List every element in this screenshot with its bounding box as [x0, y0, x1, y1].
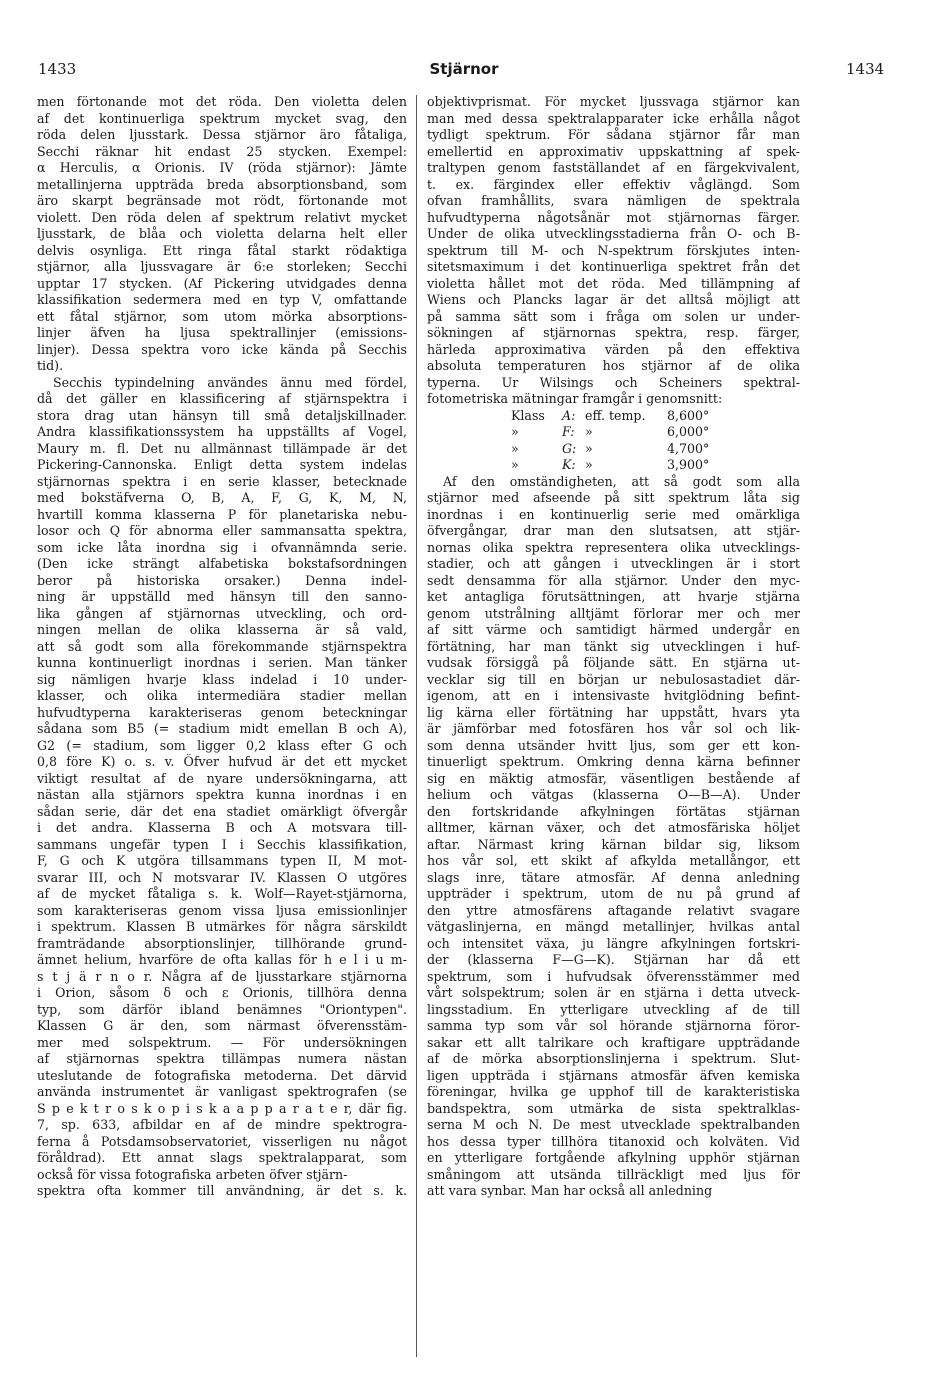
- text-line: som icke låta inordna sig i ofvannämnda serie.: [37, 539, 407, 555]
- text-line: Af den omständigheten, att så godt som alla: [443, 473, 800, 489]
- text-line: tid).: [37, 358, 64, 373]
- text-line: tydligt spektrum. För sådana stjärnor får man: [427, 127, 800, 142]
- text-line: och intensitet växa, ju längre afkylningen fortskri-: [427, 935, 800, 951]
- text-line: spektrum, som i hufvudsak öfverensstämmer med: [427, 968, 800, 984]
- text-line: öfvergångar, drar man den slutsatsen, att stjär-: [427, 523, 800, 538]
- text-line: linjer äfven ha ljusa spektrallinjer (emissions-: [37, 325, 407, 340]
- text-line: af det kontinuerliga spektrum mycket svag, den: [37, 110, 407, 126]
- temperature-value: 3,900°: [667, 457, 710, 472]
- text-line: den fortskridande afkylningen förtätas stjärnan: [427, 803, 800, 819]
- text-line: stjärnornas spektra i en serie klasser, betecknade: [37, 473, 407, 489]
- text-line: den yttre atmosfärens aftagande relativt svagare: [427, 902, 800, 918]
- text-line: spektrum till M- och N-spektrum förskjutes inten-: [427, 242, 800, 258]
- text-line: Secchi räknar hit endast 25 stycken. Exempel:: [37, 143, 407, 159]
- text-line: linjer). Dessa spektra voro icke kända på Secchis: [37, 341, 407, 357]
- text-line: F, G och K utgöra tillsammans typen II, M mot-: [37, 853, 407, 868]
- text-line: ofvan framhållits, svara nämligen de spektrala: [427, 193, 800, 208]
- text-line: 7, sp. 633, afbildar en af de mindre spektrogra-: [37, 1117, 407, 1132]
- text-line: traltypen genom fastställandet af en färgekvivalent,: [427, 160, 800, 175]
- temperature-cls: A:: [562, 407, 576, 423]
- temperature-row: [427, 424, 800, 441]
- text-line: genom utstrålning alltjämt förlorar mer och mer: [427, 605, 800, 621]
- text-line: då det gäller en klassificering af stjärnspektra i: [37, 391, 407, 406]
- text-line: delvis osynliga. Ett ringa fåtal starkt rödaktiga: [37, 242, 407, 258]
- text-line: ferna å Potsdamsobservatoriet, visserligen nu något: [37, 1133, 407, 1149]
- text-line: samma typ som vår sol hörande stjärnorna föror-: [427, 1018, 800, 1033]
- text-line: också för vissa fotografiska arbeten öfver stjärn-: [37, 1166, 348, 1182]
- text-line: hos vår sol, ett skikt af afkylda metallångor, ett: [427, 853, 800, 868]
- temperature-value: 6,000°: [667, 424, 710, 439]
- temperature-cls: K:: [562, 457, 576, 472]
- text-line: nästan alla stjärnors spektra kunna inordnas i en: [37, 787, 407, 802]
- text-line: ett fåtal stjärnor, som utom mörka absorptions-: [37, 308, 407, 324]
- left-column: [37, 94, 407, 1200]
- text-line: hos dessa typer tillhöra titanoxid och kolväten. Vid: [427, 1133, 800, 1149]
- text-line: typ, som därför ibland benämnes "Oriontypen".: [37, 1001, 407, 1017]
- text-line: vårt solspektrum; solen är en stjärna i detta utveck-: [427, 985, 800, 1000]
- temperature-prefix: »: [511, 424, 519, 439]
- running-title: Stjärnor: [429, 60, 499, 78]
- text-line: nornas olika spektra representera olika utvecklings-: [427, 539, 800, 555]
- text-line: typerna. Ur Wilsings och Scheiners spektral-: [427, 374, 800, 390]
- temperature-value: 4,700°: [667, 440, 710, 456]
- text-line: stora drag utan hänsyn till små detaljskillnader.: [37, 407, 407, 423]
- text-line: objektivprismat. För mycket ljussvaga stjärnor kan: [427, 94, 800, 109]
- text-line: ljusstark, de blåa och violetta delarna helt eller: [37, 226, 407, 241]
- text-line: ämnet helium, hvarföre de ofta kallas för h e l i u m-: [37, 952, 407, 967]
- text-line: s t j ä r n o r. Några af de ljusstarkare stjärnorna: [37, 968, 407, 984]
- text-line: lig kärna eller förtätning har uppstått, hvars yta: [427, 704, 800, 720]
- text-line: losor och Q för abnorma eller sammansatta spektra,: [37, 523, 407, 538]
- text-line: der (klasserna F—G—K). Stjärnan har då ett: [427, 952, 800, 967]
- text-line: Andra klassifikationssystem ha uppställts af Vogel,: [37, 424, 407, 439]
- text-line: som karakteriseras genom vissa ljusa emissionlinjer: [37, 902, 407, 918]
- text-line: metallinjerna uppträda breda absorptionsband, som: [37, 176, 407, 192]
- text-line: ket antagliga förutsättningen, att hvarje stjärna: [427, 589, 800, 604]
- text-line: att vara synbar. Man har också all anledning: [427, 1183, 713, 1198]
- text-line: i spektrum. Klassen B utmärkes för några särskildt: [37, 919, 407, 934]
- temperature-label: eff. temp.: [585, 407, 646, 423]
- text-line: beror på historiska orsaker.) Denna indel-: [37, 572, 407, 588]
- text-line: på samma sätt som i fråga om solen ur under-: [427, 308, 800, 324]
- text-line: vudsak försiggå på följande sätt. En stjärna ut-: [427, 655, 800, 670]
- text-line: i Orion, såsom δ och ε Orionis, tillhöra denna: [37, 985, 407, 1000]
- right-column: [427, 94, 800, 1200]
- text-line: absoluta temperaturen hos stjärnor af de olika: [427, 358, 800, 373]
- temperature-prefix: »: [511, 457, 519, 472]
- temperature-value: 8,600°: [667, 407, 710, 423]
- right-column-part-b: [427, 474, 800, 1200]
- text-line: Pickering-Cannonska. Enligt detta system indelas: [37, 457, 407, 472]
- text-line: stjärnor, alla ljussvagare är 6:e storleken; Secchi: [37, 259, 407, 274]
- text-line: helium och vätgas (klasserna O—B—A). Under: [427, 787, 800, 802]
- text-line: spektra ofta kommer till användning, är det s. k.: [37, 1183, 407, 1198]
- text-line: sedt densamma för alla stjärnor. Under den myc-: [427, 572, 800, 588]
- temperature-row: [427, 408, 800, 425]
- text-line: af de mörka absorptionslinjerna i spektrum. Slut-: [427, 1051, 800, 1066]
- text-line: sitetsmaximum i det kontinuerliga spektret från det: [427, 259, 800, 274]
- text-line: vecklar sig till en början ur nebulosastadiet där-: [427, 671, 800, 687]
- text-line: klasser, och olika intermediära stadier mellan: [37, 688, 407, 703]
- text-line: i det andra. Klasserna B och A motsvara till-: [37, 820, 407, 835]
- text-line: aftar. Närmast kring kärnan bildar sig, liksom: [427, 836, 800, 852]
- text-line: emellertid en approximativ uppskattning af spek-: [427, 143, 800, 159]
- text-line: ning är uppställd med hänsyn till den sanno-: [37, 589, 407, 604]
- text-line: inordnas i en kontinuerlig serie med omärkliga: [427, 506, 800, 522]
- text-line: t. ex. färgindex eller effektiv våglängd. Som: [427, 176, 800, 192]
- text-line: använda instrumentet är vanligast spektrografen (se: [37, 1084, 407, 1099]
- text-line: fotometriska mätningar framgår i genomsnitt:: [427, 391, 723, 406]
- page-number-right: 1434: [846, 60, 885, 78]
- text-line: sådan serie, där det ena stadiet omärkligt öfvergår: [37, 803, 407, 819]
- temperature-cls: G:: [562, 440, 577, 456]
- temperature-prefix: Klass: [511, 407, 545, 423]
- text-line: lika gången af stjärnornas utveckling, och ord-: [37, 605, 407, 621]
- temperature-row: [427, 457, 800, 474]
- page-header: [0, 60, 928, 82]
- text-line: med bokstäfverna O, B, A, F, G, K, M, N,: [37, 490, 407, 505]
- text-line: stadier, och att gången i utvecklingen är i stort: [427, 556, 800, 571]
- page-number-left: 1433: [38, 60, 77, 78]
- text-line: en ytterligare fortgående afkylning upphör stjärnan: [427, 1150, 800, 1165]
- text-line: stjärnor med afseende på sitt spektrum låta sig: [427, 490, 800, 505]
- text-line: men förtonande mot det röda. Den violetta delen: [37, 94, 407, 109]
- text-line: alltmer, kärnan växer, och det atmosfäriska höljet: [427, 820, 800, 835]
- text-line: viktigt resultat af de nyare undersökningarna, att: [37, 770, 407, 786]
- text-line: sakar ett allt talrikare och kraftigare uppträdande: [427, 1034, 800, 1050]
- text-line: kunna kontinuerligt inordnas i serien. Man tänker: [37, 655, 407, 670]
- text-line: förtätning, har man tänkt sig utvecklingen i huf-: [427, 638, 800, 654]
- text-line: igenom, att en i intensivaste hvitglödning befint-: [427, 688, 800, 703]
- text-line: Maury m. fl. Det nu allmännast tillämpade är det: [37, 440, 407, 456]
- text-line: af stjärnornas spektra tillämpas numera nästan: [37, 1051, 407, 1066]
- text-line: hvartill komma klasserna P för planetariska nebu-: [37, 506, 407, 522]
- text-line: sig nämligen hvarje klass indelad i 10 under-: [37, 671, 407, 687]
- temperature-cls: F:: [562, 424, 575, 439]
- text-line: vätgaslinjerna, en mängd metallinjer, hvilkas antal: [427, 919, 800, 934]
- text-line: man med dessa spektralapparater icke erhålla något: [427, 110, 800, 126]
- text-line: bandspektra, som utmärka de sista spektralklas-: [427, 1100, 800, 1116]
- text-line: är jämförbar med fotosfären hos vår sol och lik-: [427, 721, 800, 736]
- text-line: äro skarpt begränsade mot rödt, förtonande mot: [37, 193, 407, 208]
- temperature-label: »: [585, 424, 593, 439]
- text-line: svarar III, och N motsvarar IV. Klassen O utgöres: [37, 869, 407, 885]
- temperature-table: [427, 408, 800, 474]
- text-line: (Den icke strängt alfabetiska bokstafsordningen: [37, 556, 407, 571]
- text-line: att så godt som alla förekommande stjärnspektra: [37, 638, 407, 654]
- text-line: klassifikation sedermera med en typ V, omfattande: [37, 292, 407, 307]
- text-line: uteslutande de fotografiska metoderna. Det därvid: [37, 1067, 407, 1083]
- text-line: 0,8 före K) o. s. v. Öfver hufvud är det ett mycket: [37, 754, 407, 769]
- temperature-label: »: [585, 440, 593, 456]
- text-line: ningen mellan de olika klasserna är så vald,: [37, 622, 407, 637]
- text-line: röda delen ljusstark. Dessa stjärnor äro fåtaliga,: [37, 127, 407, 142]
- text-line: af de mycket fåtaliga s. k. Wolf—Rayet-stjärnorna,: [37, 886, 407, 901]
- text-line: hufvudtyperna någotsånär mot stjärnornas färger.: [427, 209, 800, 225]
- text-line: Secchis typindelning användes ännu med fördel,: [53, 374, 407, 390]
- text-line: lingsstadium. En ytterligare utveckling af de till: [427, 1001, 800, 1017]
- column-divider: [416, 95, 417, 1357]
- text-line: sådana som B5 (= stadium midt emellan B och A),: [37, 721, 407, 736]
- text-line: α Herculis, α Orionis. IV (röda stjärnor): Jämte: [37, 160, 407, 175]
- text-line: föreningar, hvilka ge upphof till de karakteristiska: [427, 1084, 800, 1099]
- text-line: uppträder i spektrum, utom de nu på grund af: [427, 886, 800, 901]
- text-line: Under de olika utvecklingsstadierna från O- och B-: [427, 226, 800, 241]
- text-line: G2 (= stadium, som ligger 0,2 klass efter G och: [37, 737, 407, 753]
- text-line: tinuerligt spektrum. Omkring denna kärna befinner: [427, 754, 800, 769]
- text-line: S p e k t r o s k o p i s k a a p p a r a t e r, där fig.: [37, 1100, 407, 1116]
- text-line: sig en mäktig atmosfär, väsentligen bestående af: [427, 770, 800, 786]
- text-line: slags inre, tätare atmosfär. Af denna anledning: [427, 869, 800, 885]
- text-line: som denna utsänder hvitt ljus, som ger ett kon-: [427, 737, 800, 753]
- temperature-prefix: »: [511, 440, 519, 456]
- text-line: af sitt värme och samtidigt härmed undergår en: [427, 622, 800, 637]
- text-line: violetta hållet mot det röda. Med tillämpning af: [427, 275, 800, 291]
- text-line: upptar 17 stycken. (Af Pickering utvidgades denna: [37, 275, 407, 291]
- temperature-label: »: [585, 457, 593, 472]
- right-column-part-a: [427, 94, 800, 408]
- text-line: Wiens och Plancks lagar är det alltså möjligt att: [427, 292, 800, 307]
- text-line: ligen uppträda i stjärnans atmosfär äfven kemiska: [427, 1067, 800, 1083]
- text-line: småningom att utsända tillräckligt med ljus för: [427, 1166, 800, 1182]
- text-line: föråldrad). Ett annat slags spektralapparat, som: [37, 1150, 407, 1165]
- text-line: hufvudtyperna karakteriseras genom beteckningar: [37, 704, 407, 720]
- text-line: härleda approximativa värden på den effektiva: [427, 341, 800, 357]
- temperature-row: [427, 441, 800, 458]
- text-line: serna M och N. De mest utvecklade spektralbanden: [427, 1117, 800, 1132]
- text-line: sammans ungefär typen I i Secchis klassifikation,: [37, 836, 407, 852]
- text-line: mer med solspektrum. — För undersökningen: [37, 1034, 407, 1050]
- text-line: Klassen G är den, som närmast öfverensstäm-: [37, 1018, 407, 1033]
- text-line: sökningen af stjärnornas spektra, resp. färger,: [427, 325, 800, 340]
- text-line: violett. Den röda delen af spektrum relativt mycket: [37, 209, 407, 225]
- text-line: framträdande absorptionslinjer, tillhörande grund-: [37, 935, 407, 951]
